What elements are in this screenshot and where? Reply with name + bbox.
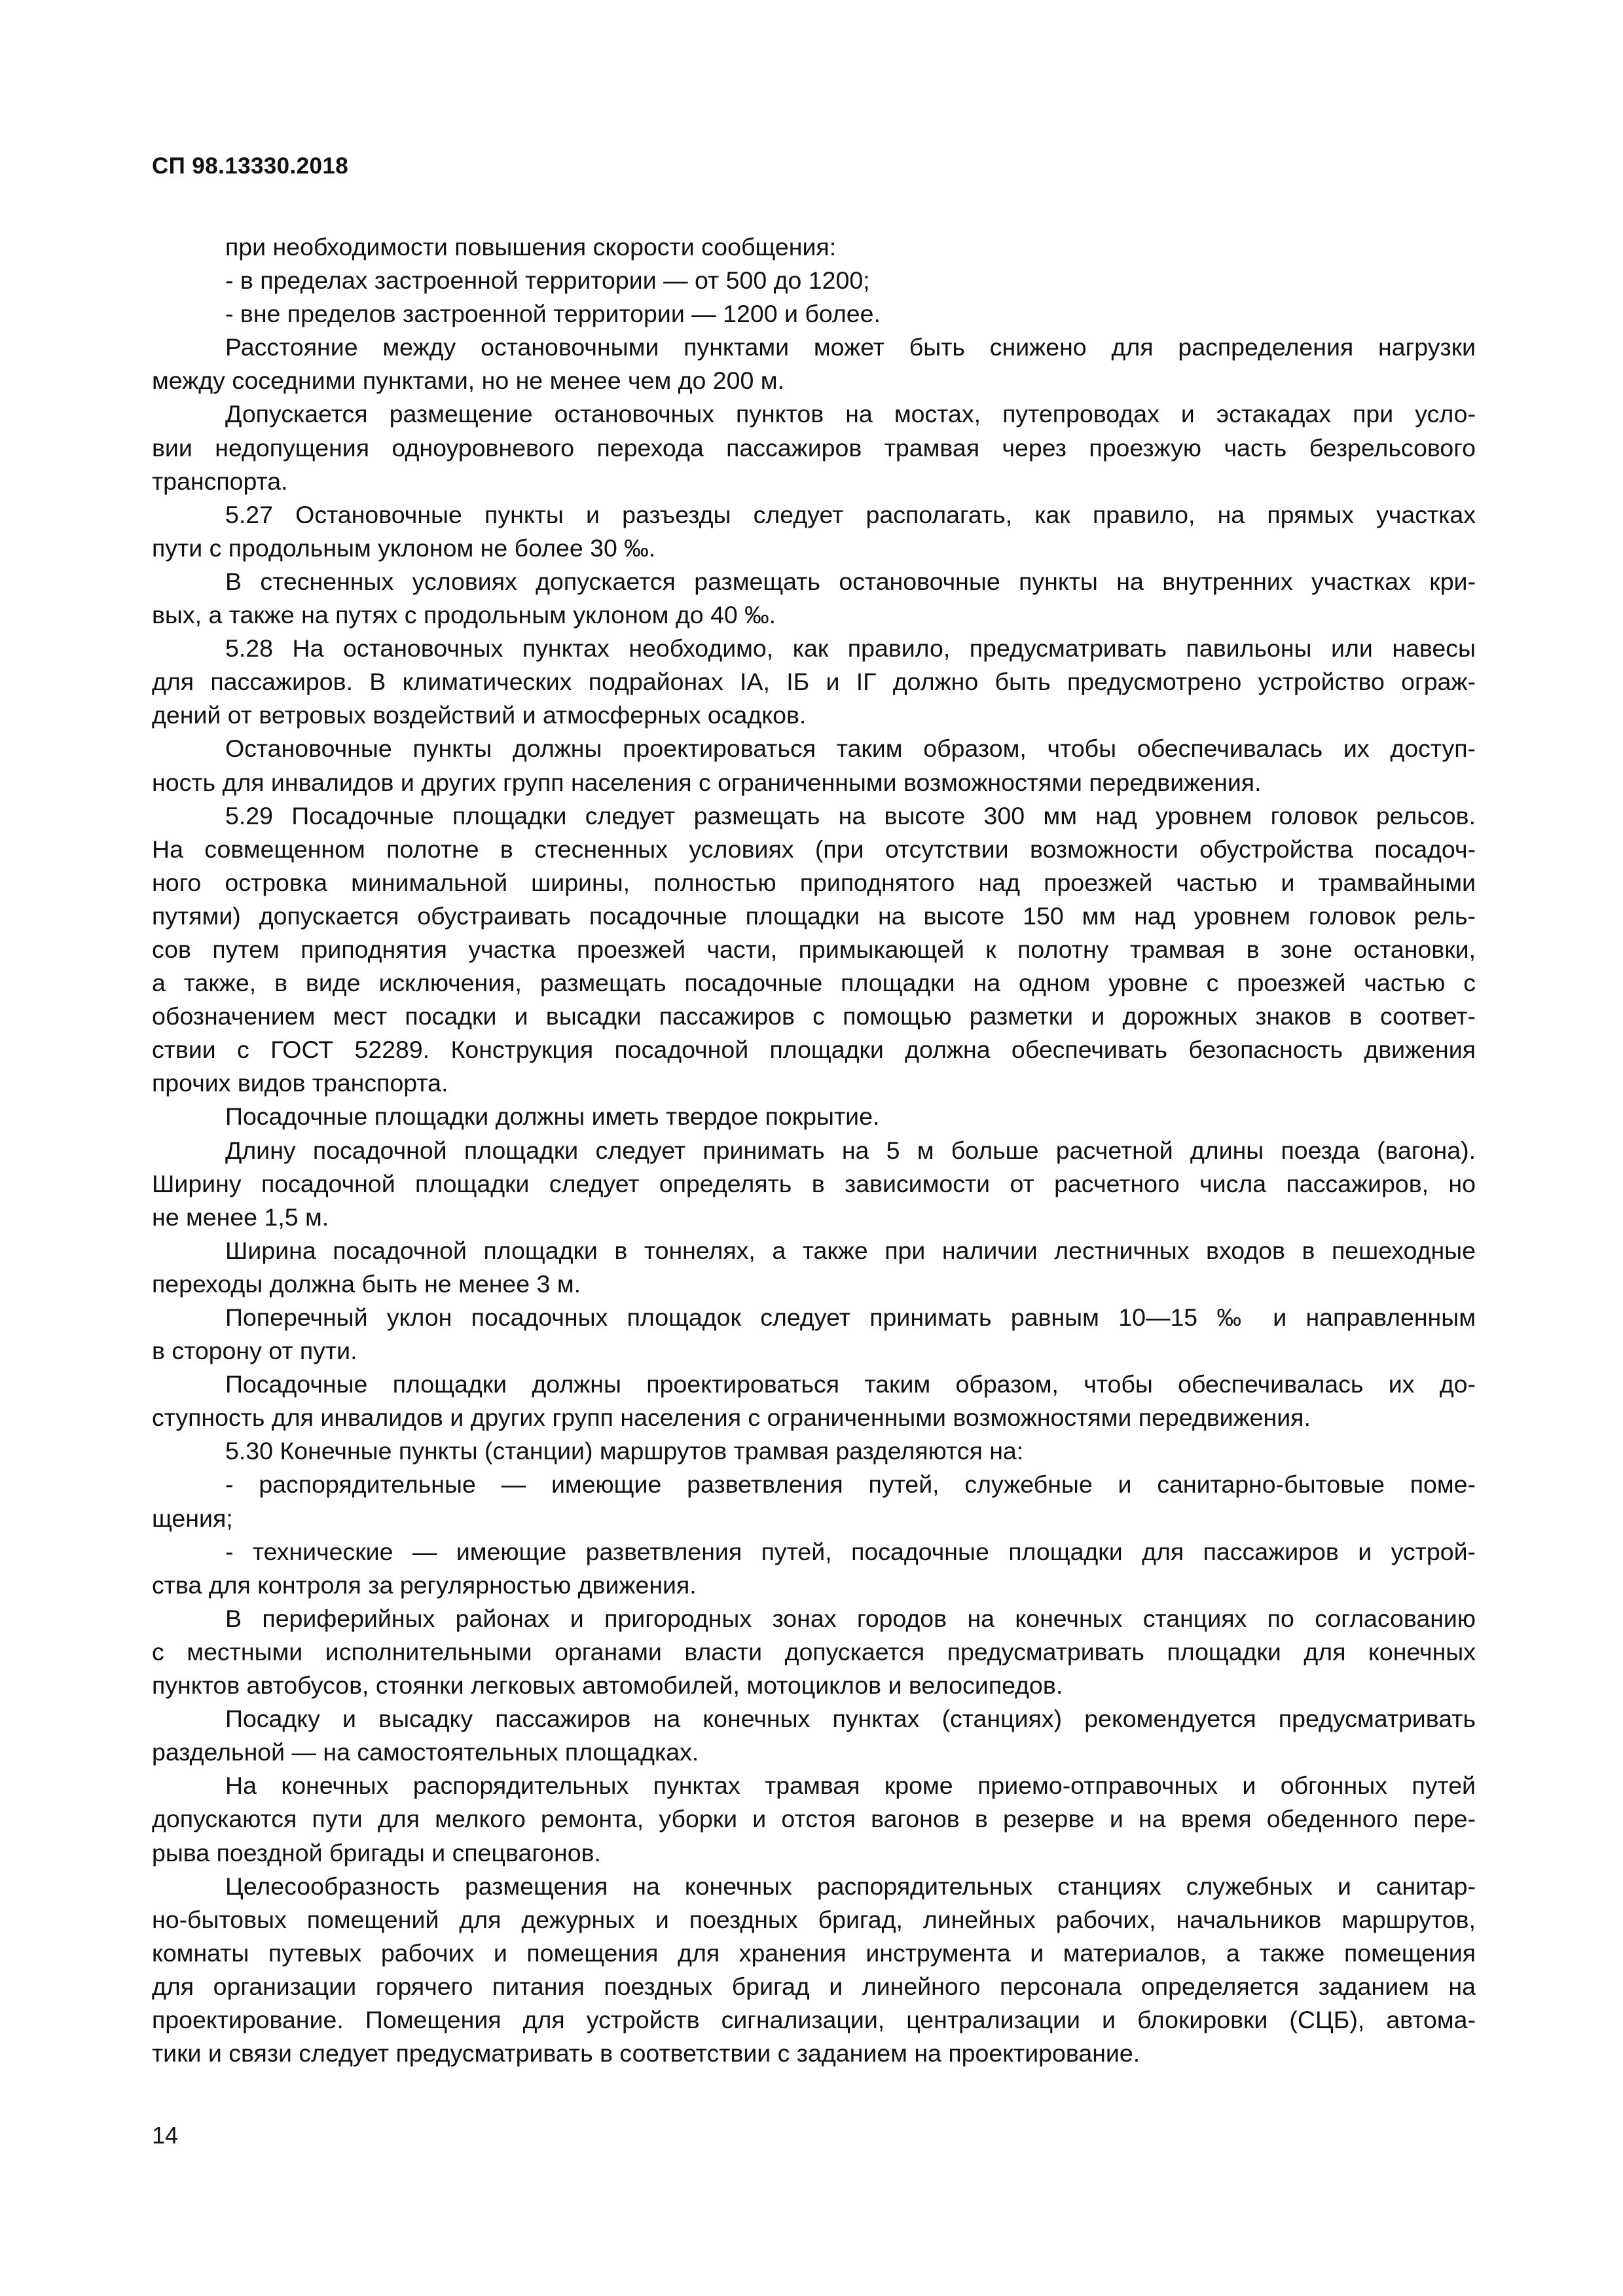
text-line: - в пределах застроенной территории — от 500 до 1200; [225, 266, 870, 295]
paragraph [152, 264, 1476, 297]
text-line: а также, в виде исключения, размещать посадочные площадки на одном уровне с проезжей частью с [152, 969, 1476, 997]
paragraph [152, 1100, 1476, 1133]
text-line: - распорядительные — имеющие разветвления путей, служебные и санитарно-бытовые поме- [225, 1470, 1476, 1499]
text-line: ства для контроля за регулярностью движения. [152, 1571, 697, 1599]
text-line: - технические — имеющие разветвления путей, посадочные площадки для пассажиров и устрой- [225, 1537, 1476, 1565]
paragraph [152, 1702, 1476, 1769]
text-line: сов путем приподнятия участка проезжей части, примыкающей к полотну трамвая в зоне остановки, [152, 935, 1476, 963]
text-line: рыва поездной бригады и спецвагонов. [152, 1838, 601, 1867]
body-text [152, 230, 1476, 2070]
paragraph [152, 498, 1476, 565]
text-line: при необходимости повышения скорости сообщения: [225, 233, 837, 261]
paragraph [152, 565, 1476, 632]
text-line: В стесненных условиях допускается размещать остановочные пункты на внутренних участках кри- [225, 567, 1476, 595]
paragraph [152, 1368, 1476, 1434]
text-line: Целесообразность размещения на конечных распорядительных станциях служебных и санитар- [225, 1872, 1476, 1900]
text-line: дений от ветровых воздействий и атмосферных осадков. [152, 701, 807, 729]
text-line: переходы должна быть не менее 3 м. [152, 1269, 581, 1298]
text-line: пути с продольным уклоном не более 30 ‰. [152, 534, 656, 562]
text-line: ного островка минимальной ширины, полностью приподнятого над проезжей частью и трамвайными [152, 868, 1476, 896]
text-line: проектирование. Помещения для устройств сигнализации, централизации и блокировки (СЦБ), автома- [152, 2005, 1476, 2033]
text-line: 5.30 Конечные пункты (станции) маршрутов трамвая разделяются на: [225, 1437, 1024, 1465]
document-code-header: СП 98.13330.2018 [152, 153, 349, 179]
text-line: Остановочные пункты должны проектироваться таким образом, чтобы обеспечивалась их доступ- [225, 735, 1476, 763]
text-line: Расстояние между остановочными пунктами может быть снижено для распределения нагрузки [225, 333, 1476, 361]
paragraph [152, 1301, 1476, 1368]
text-line: Ширина посадочной площадки в тоннелях, а также при наличии лестничных входов в пешеходные [225, 1236, 1476, 1264]
paragraph [152, 1769, 1476, 1869]
text-line: 5.28 На остановочных пунктах необходимо, как правило, предусматривать павильоны или навесы [225, 634, 1476, 663]
text-line: вии недопущения одноуровневого перехода пассажиров трамвая через проезжую часть безрельсового [152, 433, 1476, 462]
paragraph [152, 1468, 1476, 1535]
text-line: Допускается размещение остановочных пунктов на мостах, путепроводах и эстакадах при усло- [225, 400, 1476, 428]
text-line: не менее 1,5 м. [152, 1203, 329, 1231]
text-line: пунктов автобусов, стоянки легковых автомобилей, мотоциклов и велосипедов. [152, 1671, 1063, 1700]
text-line: для организации горячего питания поездных бригад и линейного персонала определяется заданием на [152, 1972, 1476, 2000]
text-line: 5.29 Посадочные площадки следует размещать на высоте 300 мм над уровнем головок рельсов. [225, 801, 1476, 829]
paragraph [152, 1602, 1476, 1702]
text-line: раздельной — на самостоятельных площадках. [152, 1738, 699, 1766]
paragraph [152, 397, 1476, 498]
text-line: транспорта. [152, 467, 288, 495]
text-line: тики и связи следует предусматривать в соответствии с заданием на проектирование. [152, 2039, 1140, 2068]
paragraph [152, 1434, 1476, 1468]
paragraph [152, 1234, 1476, 1301]
paragraph [152, 1134, 1476, 1234]
text-line: Посадочные площадки должны иметь твердое покрытие. [225, 1102, 880, 1131]
text-line: - вне пределов застроенной территории — 1200 и более. [225, 300, 881, 328]
text-line: ступность для инвалидов и других групп населения с ограниченными возможностями передвижения. [152, 1404, 1311, 1432]
paragraph [152, 632, 1476, 732]
text-line: В периферийных районах и пригородных зонах городов на конечных станциях по согласованию [225, 1604, 1476, 1632]
text-line: обозначением мест посадки и высадки пассажиров с помощью разметки и дорожных знаков в соответ- [152, 1002, 1476, 1030]
text-line: вых, а также на путях с продольным уклоном до 40 ‰. [152, 601, 776, 629]
paragraph [152, 331, 1476, 397]
text-line: прочих видов транспорта. [152, 1069, 448, 1097]
text-line: ствии с ГОСТ 52289. Конструкция посадочной площадки должна обеспечивать безопасность движения [152, 1036, 1476, 1064]
paragraph [152, 799, 1476, 1101]
text-line: комнаты путевых рабочих и помещения для хранения инструмента и материалов, а также помещения [152, 1939, 1476, 1967]
text-line: с местными исполнительными органами власти допускается предусматривать площадки для конечных [152, 1637, 1476, 1666]
text-line: для пассажиров. В климатических подрайонах IA, IБ и IГ должно быть предусмотрено устройство ограж- [152, 668, 1476, 696]
text-line: Ширину посадочной площадки следует определять в зависимости от расчетного числа пассажиров, но [152, 1169, 1476, 1197]
text-line: Посадочные площадки должны проектироваться таким образом, чтобы обеспечивалась их до- [225, 1370, 1476, 1398]
text-line: но-бытовых помещений для дежурных и поездных бригад, линейных рабочих, начальников маршрутов, [152, 1905, 1476, 1933]
text-line: между соседними пунктами, но не менее чем до 200 м. [152, 367, 784, 395]
text-line: 5.27 Остановочные пункты и разъезды следует располагать, как правило, на прямых участках [225, 500, 1476, 528]
text-line: Посадку и высадку пассажиров на конечных пунктах (станциях) рекомендуется предусматривать [225, 1705, 1476, 1733]
text-line: Длину посадочной площадки следует принимать на 5 м больше расчетной длины поезда (вагона). [225, 1136, 1476, 1164]
paragraph [152, 1870, 1476, 2071]
text-line: Поперечный уклон посадочных площадок следует принимать равным 10—15 ‰ и направленным [225, 1303, 1476, 1331]
page-number: 14 [152, 2122, 179, 2149]
text-line: щения; [152, 1504, 233, 1532]
text-line: путями) допускается обустраивать посадочные площадки на высоте 150 мм над уровнем головок рель- [152, 902, 1476, 930]
paragraph [152, 297, 1476, 331]
text-line: допускаются пути для мелкого ремонта, уборки и отстоя вагонов в резерве и на время обеденного пере- [152, 1805, 1476, 1833]
paragraph [152, 732, 1476, 799]
text-line: На конечных распорядительных пунктах трамвая кроме приемо-отправочных и обгонных путей [225, 1772, 1476, 1800]
text-line: ность для инвалидов и других групп населения с ограниченными возможностями передвижения. [152, 768, 1262, 796]
text-line: в сторону от пути. [152, 1337, 357, 1365]
paragraph [152, 1535, 1476, 1602]
paragraph [152, 230, 1476, 264]
text-line: На совмещенном полотне в стесненных условиях (при отсутствии возможности обустройства посадоч- [152, 835, 1476, 863]
